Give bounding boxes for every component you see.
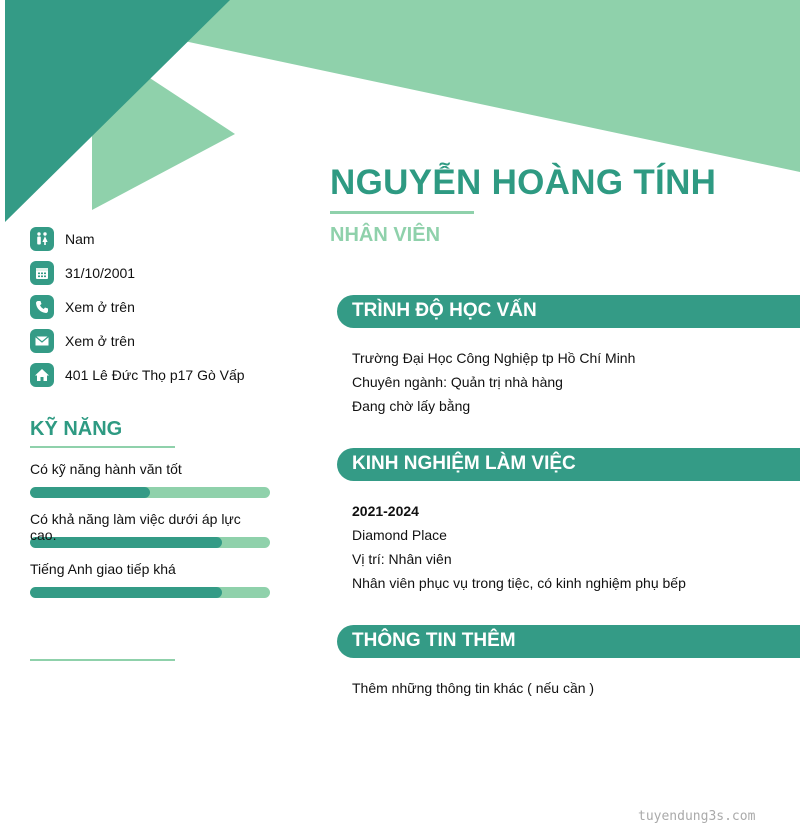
skill-bar <box>30 587 270 598</box>
contact-gender-text: Nam <box>65 231 95 247</box>
skills-title: KỸ NĂNG <box>30 418 123 440</box>
education-body <box>352 346 635 418</box>
skill-bar-fill <box>30 537 222 548</box>
experience-title: KINH NGHIỆM LÀM VIỆC <box>352 453 576 474</box>
extra-header <box>337 625 800 658</box>
skill-label: Có kỹ năng hành văn tốt <box>30 461 182 477</box>
watermark: tuyendung3s.com <box>638 809 756 824</box>
experience-header <box>337 448 800 481</box>
experience-company: Diamond Place <box>352 527 447 543</box>
skills-underline <box>30 446 175 448</box>
experience-body <box>352 499 686 595</box>
contact-birthday-text: 31/10/2001 <box>65 265 136 281</box>
education-title: TRÌNH ĐỘ HỌC VẤN <box>352 300 537 321</box>
contact-email <box>30 324 245 358</box>
extra-text: Thêm những thông tin khác ( nếu cần ) <box>352 680 595 696</box>
experience-period: 2021-2024 <box>352 503 419 519</box>
calendar-icon <box>30 261 54 285</box>
skill-bar <box>30 537 270 548</box>
name-underline <box>330 211 474 214</box>
skill-item <box>30 461 270 498</box>
contact-address-text: 401 Lê Đức Thọ p17 Gò Vấp <box>65 367 245 383</box>
skill-label: Tiếng Anh giao tiếp khá <box>30 561 176 577</box>
contact-gender <box>30 222 245 256</box>
contact-phone <box>30 290 245 324</box>
education-status: Đang chờ lấy bằng <box>352 398 471 414</box>
experience-description: Nhân viên phục vụ trong tiệc, có kinh nghiệm phụ bếp <box>352 575 686 591</box>
skill-bar <box>30 487 270 498</box>
education-header <box>337 295 800 328</box>
experience-role: Vị trí: Nhân viên <box>352 551 452 567</box>
extra-body <box>352 676 594 700</box>
skill-bar-fill <box>30 587 222 598</box>
candidate-position: NHÂN VIÊN <box>330 224 441 246</box>
contact-list <box>30 222 245 392</box>
candidate-name: NGUYỄN HOÀNG TÍNH <box>330 163 717 202</box>
education-school: Trường Đại Học Công Nghiệp tp Hồ Chí Minh <box>352 350 636 366</box>
home-icon <box>30 363 54 387</box>
gender-icon <box>30 227 54 251</box>
skill-item <box>30 511 270 548</box>
extra-title: THÔNG TIN THÊM <box>352 630 516 651</box>
contact-phone-text: Xem ở trên <box>65 299 135 315</box>
skill-item <box>30 561 270 598</box>
contact-email-text: Xem ở trên <box>65 333 135 349</box>
skill-bar-fill <box>30 487 150 498</box>
email-icon <box>30 329 54 353</box>
sidebar-divider <box>30 659 175 661</box>
education-major: Chuyên ngành: Quản trị nhà hàng <box>352 374 563 390</box>
phone-icon <box>30 295 54 319</box>
skill-label: Có khả năng làm việc dưới áp lực cao. <box>30 511 241 543</box>
contact-address <box>30 358 245 392</box>
contact-birthday <box>30 256 245 290</box>
